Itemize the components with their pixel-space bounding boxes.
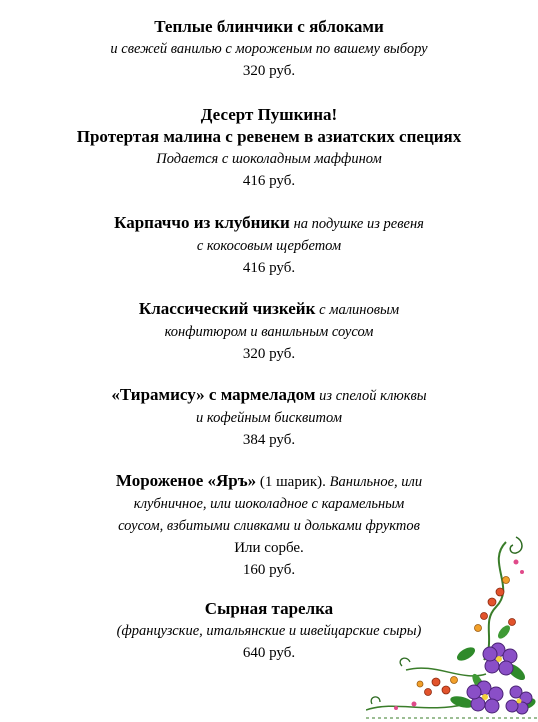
item-title: Теплые блинчики с яблоками	[154, 17, 384, 36]
item-description: конфитюром и ванильным соусом	[164, 324, 374, 340]
item-title: Классический чизкейк	[138, 299, 316, 318]
item-heading-line	[0, 384, 538, 407]
item-title: «Тирамису» с мармеладом	[111, 385, 316, 404]
item-description-2: соусом, взбитыми сливками и дольками фруктов	[118, 518, 420, 534]
item-price: 416 руб.	[242, 260, 296, 276]
item-heading-line	[0, 298, 538, 321]
item-price: 640 руб.	[242, 645, 296, 661]
menu-item-tiramisu	[0, 384, 538, 451]
item-title: Сырная тарелка	[204, 599, 334, 618]
item-title: Мороженое «Яръ»	[115, 471, 257, 490]
menu-item-pushkin-dessert	[0, 104, 538, 192]
item-description: (французские, итальянские и швейцарские сыры)	[116, 623, 422, 639]
item-price: 160 руб.	[242, 562, 296, 578]
item-description-inline: с малиновым	[319, 302, 400, 318]
item-price: 320 руб.	[242, 346, 296, 362]
item-description: и свежей ванилью с мороженым по вашему выбору	[110, 41, 428, 57]
menu-item-strawberry-carpaccio	[0, 212, 538, 279]
item-description: с кокосовым щербетом	[196, 238, 342, 254]
item-title: Карпаччо из клубники	[114, 213, 290, 232]
item-description: Подается с шоколадным маффином	[156, 151, 382, 167]
item-description-inline: Ванильное, или	[329, 474, 423, 490]
item-subtitle: Протертая малина с ревенем в азиатских специях	[76, 127, 462, 146]
item-title: Десерт Пушкина!	[200, 105, 338, 124]
item-description-inline: из спелой клюквы	[319, 388, 427, 404]
menu-item-cheesecake	[0, 298, 538, 365]
item-price: 320 руб.	[242, 63, 296, 79]
item-note: (1 шарик).	[259, 474, 326, 490]
item-description-inline: на подушке из ревеня	[293, 216, 424, 232]
item-description: и кофейным бисквитом	[196, 410, 342, 426]
item-alternative: Или сорбе.	[234, 540, 304, 556]
item-heading-line	[0, 212, 538, 235]
item-price: 384 руб.	[242, 432, 296, 448]
item-heading-line	[0, 470, 538, 493]
item-description: клубничное, или шоколадное с карамельным	[133, 496, 405, 512]
floral-corner-icon	[366, 532, 538, 722]
menu-item-pancakes	[0, 16, 538, 82]
item-price: 416 руб.	[242, 173, 296, 189]
